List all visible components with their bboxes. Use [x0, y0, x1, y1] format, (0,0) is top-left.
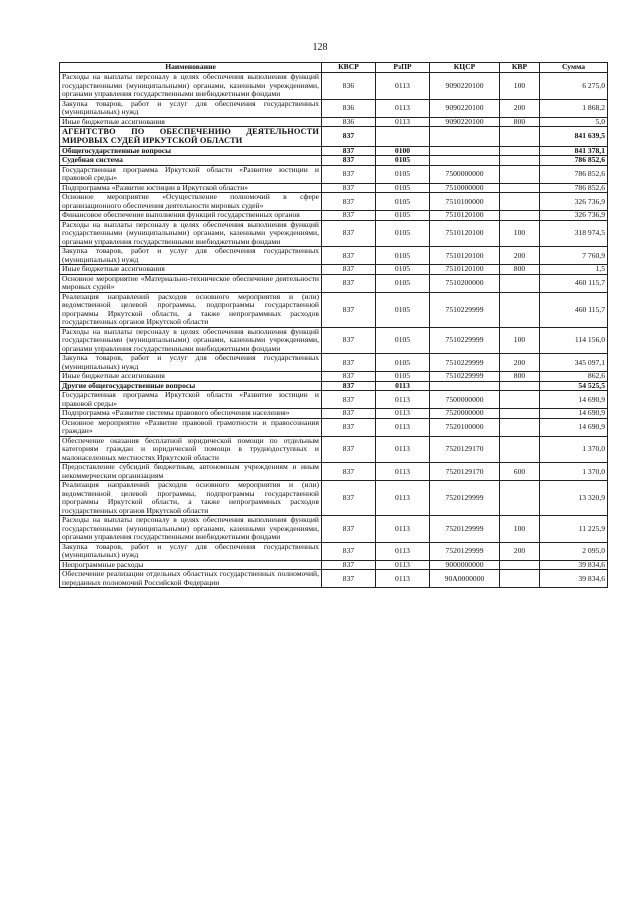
cell-rzpr: 0105	[376, 156, 430, 166]
cell-sum: 6 275,0	[540, 73, 608, 100]
cell-sum: 13 320,9	[540, 481, 608, 516]
cell-kvsr: 837	[322, 183, 376, 193]
cell-kvr	[500, 481, 540, 516]
cell-kvr	[500, 274, 540, 292]
cell-kvsr: 837	[322, 327, 376, 354]
cell-name: Расходы на выплаты персоналу в целях обеспечения выполнения функций государственными (муниципальными) органами, казенными учреждениями, органами управления государственными внебюджетными фондами	[60, 73, 322, 100]
cell-kvr: 100	[500, 327, 540, 354]
cell-kcsr: 7510120100	[430, 220, 500, 247]
cell-kvsr: 837	[322, 570, 376, 588]
cell-name: Непрограммные расходы	[60, 560, 322, 570]
cell-kvsr: 837	[322, 220, 376, 247]
cell-name: Основное мероприятие «Развитие правовой грамотности и правосознания граждан»	[60, 418, 322, 436]
cell-name: Иные бюджетные ассигнования	[60, 372, 322, 382]
cell-rzpr: 0105	[376, 165, 430, 183]
cell-kcsr: 7510120100	[430, 211, 500, 221]
header-kcsr: КЦСР	[430, 63, 500, 73]
cell-kvr	[500, 381, 540, 391]
cell-sum: 786 852,6	[540, 156, 608, 166]
cell-kvr	[500, 156, 540, 166]
cell-rzpr: 0105	[376, 211, 430, 221]
cell-kcsr: 9090220100	[430, 99, 500, 117]
cell-kcsr: 7520100000	[430, 418, 500, 436]
cell-sum: 14 690,9	[540, 418, 608, 436]
cell-kvsr: 837	[322, 247, 376, 265]
cell-sum: 11 225,9	[540, 516, 608, 543]
cell-kvr: 100	[500, 516, 540, 543]
cell-kvsr: 837	[322, 156, 376, 166]
header-kvr: КВР	[500, 63, 540, 73]
cell-sum: 5,0	[540, 117, 608, 127]
cell-kvsr: 837	[322, 274, 376, 292]
cell-name: Закупка товаров, работ и услуг для обеспечения государственных (муниципальных) нужд	[60, 247, 322, 265]
cell-rzpr: 0113	[376, 117, 430, 127]
table-row	[60, 146, 608, 156]
cell-sum: 39 834,6	[540, 570, 608, 588]
cell-kcsr: 7520000000	[430, 409, 500, 419]
cell-kvsr: 837	[322, 146, 376, 156]
cell-kvr	[500, 211, 540, 221]
cell-rzpr: 0105	[376, 274, 430, 292]
cell-sum: 1 370,0	[540, 463, 608, 481]
cell-rzpr: 0100	[376, 146, 430, 156]
table-row	[60, 165, 608, 183]
cell-kvsr: 836	[322, 99, 376, 117]
cell-kcsr: 7520129170	[430, 463, 500, 481]
table-row	[60, 193, 608, 211]
cell-sum: 841 639,5	[540, 127, 608, 147]
table-row	[60, 156, 608, 166]
cell-name: Финансовое обеспечение выполнения функций государственных органов	[60, 211, 322, 221]
cell-rzpr: 0113	[376, 481, 430, 516]
cell-rzpr: 0113	[376, 560, 430, 570]
cell-kvsr: 837	[322, 560, 376, 570]
cell-sum: 786 852,6	[540, 165, 608, 183]
cell-kcsr: 9000000000	[430, 560, 500, 570]
cell-kcsr: 7510120100	[430, 265, 500, 275]
cell-rzpr: 0113	[376, 570, 430, 588]
table-row	[60, 247, 608, 265]
cell-kvsr: 837	[322, 193, 376, 211]
table-row	[60, 354, 608, 372]
cell-name: Предоставление субсидий бюджетным, автономным учреждениям и иным некоммерческим организациям	[60, 463, 322, 481]
cell-kcsr: 7510120100	[430, 247, 500, 265]
cell-kcsr: 7520129999	[430, 481, 500, 516]
cell-name: Общегосударственные вопросы	[60, 146, 322, 156]
table-row	[60, 542, 608, 560]
table-row	[60, 117, 608, 127]
cell-sum: 39 834,6	[540, 560, 608, 570]
cell-kvr: 600	[500, 463, 540, 481]
cell-name: Реализация направлений расходов основного мероприятия и (или) ведомственной целевой программы, подпрограммы государственной программы Иркутской области, а также непрограммных расходов государственных органов Иркутской области	[60, 292, 322, 327]
table-row	[60, 436, 608, 463]
cell-sum: 2 095,0	[540, 542, 608, 560]
cell-rzpr: 0105	[376, 265, 430, 275]
table-row	[60, 372, 608, 382]
cell-kcsr: 7510100000	[430, 193, 500, 211]
cell-name: Иные бюджетные ассигнования	[60, 117, 322, 127]
cell-sum: 7 760,9	[540, 247, 608, 265]
cell-name: Реализация направлений расходов основного мероприятия и (или) ведомственной целевой программы, подпрограммы государственной программы Иркутской области, а также непрограммных расходов государственных органов Иркутской области	[60, 481, 322, 516]
cell-kvsr: 837	[322, 292, 376, 327]
cell-sum: 786 852,6	[540, 183, 608, 193]
cell-kvr	[500, 436, 540, 463]
cell-rzpr: 0105	[376, 247, 430, 265]
cell-rzpr: 0105	[376, 183, 430, 193]
cell-name: Закупка товаров, работ и услуг для обеспечения государственных (муниципальных) нужд	[60, 542, 322, 560]
cell-name: Судебная система	[60, 156, 322, 166]
cell-kvsr: 837	[322, 436, 376, 463]
cell-name: Иные бюджетные ассигнования	[60, 265, 322, 275]
cell-kvr	[500, 391, 540, 409]
cell-kvr: 100	[500, 73, 540, 100]
cell-rzpr: 0105	[376, 220, 430, 247]
cell-kcsr: 7510229999	[430, 372, 500, 382]
cell-sum: 1,5	[540, 265, 608, 275]
cell-rzpr: 0105	[376, 327, 430, 354]
cell-kcsr: 7520129999	[430, 516, 500, 543]
cell-kcsr: 7510229999	[430, 354, 500, 372]
table-row	[60, 127, 608, 147]
cell-name: Подпрограмма «Развитие юстиции в Иркутской области»	[60, 183, 322, 193]
table-row	[60, 391, 608, 409]
cell-kvr	[500, 146, 540, 156]
table-row	[60, 570, 608, 588]
cell-sum: 1 868,2	[540, 99, 608, 117]
table-row	[60, 220, 608, 247]
cell-kcsr: 9090220100	[430, 117, 500, 127]
table-row	[60, 265, 608, 275]
table-row	[60, 73, 608, 100]
cell-kcsr: 7510200000	[430, 274, 500, 292]
cell-kvr	[500, 409, 540, 419]
cell-name: Закупка товаров, работ и услуг для обеспечения государственных (муниципальных) нужд	[60, 354, 322, 372]
cell-kcsr: 7500000000	[430, 391, 500, 409]
cell-kvsr: 837	[322, 372, 376, 382]
budget-table	[59, 62, 608, 588]
table-row	[60, 516, 608, 543]
cell-sum: 326 736,9	[540, 193, 608, 211]
cell-kvr: 200	[500, 542, 540, 560]
cell-name: Расходы на выплаты персоналу в целях обеспечения выполнения функций государственными (муниципальными) органами, казенными учреждениями, органами управления государственными внебюджетными фондами	[60, 327, 322, 354]
cell-sum: 841 378,1	[540, 146, 608, 156]
cell-name: Закупка товаров, работ и услуг для обеспечения государственных (муниципальных) нужд	[60, 99, 322, 117]
cell-rzpr: 0113	[376, 542, 430, 560]
cell-sum: 862,6	[540, 372, 608, 382]
cell-kvr: 200	[500, 354, 540, 372]
cell-kvsr: 837	[322, 481, 376, 516]
table-row	[60, 292, 608, 327]
cell-name: Государственная программа Иркутской области «Развитие юстиции и правовой среды»	[60, 165, 322, 183]
table-row	[60, 274, 608, 292]
cell-kvsr: 837	[322, 211, 376, 221]
cell-name: Основное мероприятие «Осуществление полномочий в сфере организационного обеспечения деятельности мировых судей»	[60, 193, 322, 211]
cell-kvsr: 837	[322, 391, 376, 409]
cell-kcsr: 7500000000	[430, 165, 500, 183]
table-row	[60, 211, 608, 221]
cell-kvr	[500, 560, 540, 570]
cell-kcsr: 7510229999	[430, 292, 500, 327]
cell-name: АГЕНТСТВО ПО ОБЕСПЕЧЕНИЮ ДЕЯТЕЛЬНОСТИ МИРОВЫХ СУДЕЙ ИРКУТСКОЙ ОБЛАСТИ	[60, 127, 322, 147]
cell-kvsr: 837	[322, 165, 376, 183]
cell-kcsr	[430, 381, 500, 391]
cell-kvr: 800	[500, 265, 540, 275]
cell-kvsr: 837	[322, 354, 376, 372]
table-row	[60, 418, 608, 436]
table-row	[60, 463, 608, 481]
cell-kcsr: 7510229999	[430, 327, 500, 354]
header-kvsr: КВСР	[322, 63, 376, 73]
table-body	[60, 73, 608, 588]
cell-kvr	[500, 418, 540, 436]
table-row	[60, 481, 608, 516]
cell-kvr: 800	[500, 372, 540, 382]
cell-kvr	[500, 127, 540, 147]
cell-kcsr: 7520129170	[430, 436, 500, 463]
cell-kvr	[500, 570, 540, 588]
header-rzpr: РзПР	[376, 63, 430, 73]
cell-sum: 326 736,9	[540, 211, 608, 221]
cell-name: Обеспечение реализации отдельных областных государственных полномочий, переданных полномочий Российской Федерации	[60, 570, 322, 588]
cell-rzpr: 0113	[376, 418, 430, 436]
cell-name: Другие общегосударственные вопросы	[60, 381, 322, 391]
cell-rzpr: 0105	[376, 354, 430, 372]
cell-rzpr: 0113	[376, 516, 430, 543]
cell-kvr: 200	[500, 247, 540, 265]
cell-kvsr: 837	[322, 542, 376, 560]
cell-sum: 1 370,0	[540, 436, 608, 463]
cell-kvsr: 837	[322, 463, 376, 481]
cell-name: Расходы на выплаты персоналу в целях обеспечения выполнения функций государственными (муниципальными) органами, казенными учреждениями, органами управления государственными внебюджетными фондами	[60, 516, 322, 543]
cell-sum: 460 115,7	[540, 292, 608, 327]
cell-kvsr: 837	[322, 516, 376, 543]
cell-kcsr: 90А0000000	[430, 570, 500, 588]
cell-sum: 54 525,5	[540, 381, 608, 391]
cell-name: Расходы на выплаты персоналу в целях обеспечения выполнения функций государственными (муниципальными) органами, казенными учреждениями, органами управления государственными внебюджетными фондами	[60, 220, 322, 247]
cell-kcsr: 7510000000	[430, 183, 500, 193]
cell-rzpr: 0105	[376, 292, 430, 327]
cell-rzpr: 0113	[376, 381, 430, 391]
cell-kvsr: 837	[322, 127, 376, 147]
cell-sum: 14 690,9	[540, 409, 608, 419]
header-sum: Сумма	[540, 63, 608, 73]
cell-kvr	[500, 193, 540, 211]
cell-sum: 460 115,7	[540, 274, 608, 292]
header-name: Наименование	[60, 63, 322, 73]
cell-kvsr: 836	[322, 73, 376, 100]
cell-kvr: 800	[500, 117, 540, 127]
cell-kvr: 200	[500, 99, 540, 117]
cell-kcsr	[430, 146, 500, 156]
cell-sum: 318 974,5	[540, 220, 608, 247]
cell-kcsr: 7520129999	[430, 542, 500, 560]
cell-kvsr: 837	[322, 381, 376, 391]
cell-rzpr: 0105	[376, 193, 430, 211]
cell-rzpr: 0113	[376, 436, 430, 463]
cell-rzpr: 0113	[376, 99, 430, 117]
table-header-row	[60, 63, 608, 73]
cell-kvr	[500, 292, 540, 327]
cell-kvr	[500, 165, 540, 183]
cell-kcsr: 9090220100	[430, 73, 500, 100]
cell-rzpr: 0105	[376, 372, 430, 382]
cell-kcsr	[430, 156, 500, 166]
page-number: 128	[312, 42, 328, 53]
cell-rzpr: 0113	[376, 463, 430, 481]
cell-kvsr: 837	[322, 418, 376, 436]
cell-name: Государственная программа Иркутской области «Развитие юстиции и правовой среды»	[60, 391, 322, 409]
cell-name: Подпрограмма «Развитие системы правового обеспечения населения»	[60, 409, 322, 419]
cell-sum: 14 690,9	[540, 391, 608, 409]
cell-kvsr: 836	[322, 117, 376, 127]
cell-rzpr: 0113	[376, 73, 430, 100]
cell-kvsr: 837	[322, 265, 376, 275]
cell-rzpr: 0113	[376, 391, 430, 409]
cell-kvr: 100	[500, 220, 540, 247]
cell-sum: 345 097,1	[540, 354, 608, 372]
cell-kcsr	[430, 127, 500, 147]
cell-name: Обеспечение оказания бесплатной юридической помощи по отдельным категориям граждан и юридической помощи в труднодоступных и малонаселенных местностях Иркутской области	[60, 436, 322, 463]
cell-rzpr	[376, 127, 430, 147]
cell-rzpr: 0113	[376, 409, 430, 419]
table-row	[60, 327, 608, 354]
table-row	[60, 409, 608, 419]
cell-name: Основное мероприятие «Материально-техническое обеспечение деятельности мировых судей»	[60, 274, 322, 292]
cell-sum: 114 156,0	[540, 327, 608, 354]
cell-kvr	[500, 183, 540, 193]
table-row	[60, 99, 608, 117]
cell-kvsr: 837	[322, 409, 376, 419]
